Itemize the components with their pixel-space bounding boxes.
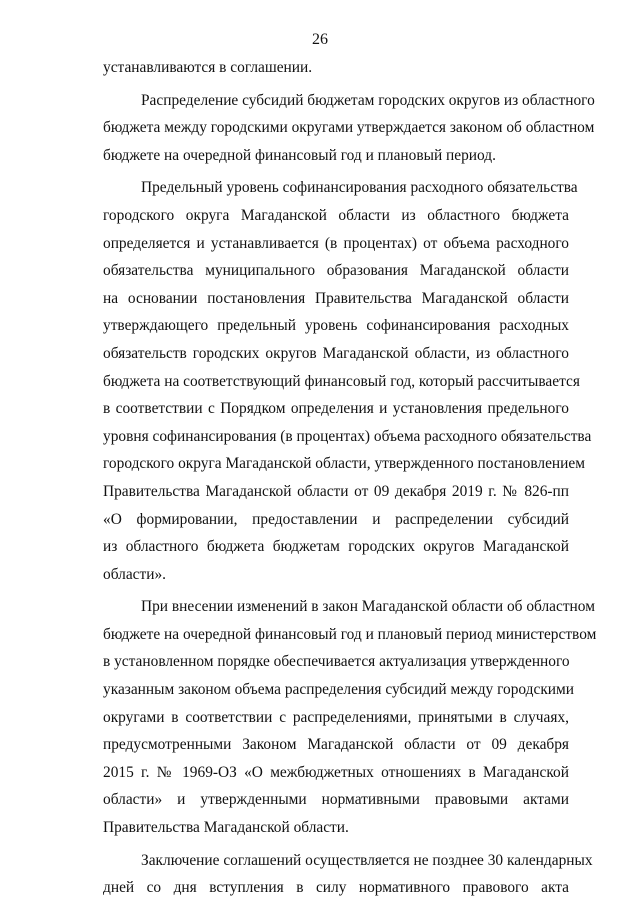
text-line: бюджета между городскими округами утверждается законом об областном (103, 119, 595, 137)
text-line: области». (103, 565, 166, 583)
text-line: бюджете на очередной финансовый год и плановый период министерством (103, 625, 597, 643)
text-line: указанным законом объема распределения субсидий между городскими (103, 681, 575, 699)
text-line: городского округа Магаданской области из областного бюджета (103, 206, 569, 224)
text-line: в соответствии с Порядком определения и установления предельного (103, 400, 569, 418)
paragraph (103, 847, 593, 902)
text-line: бюджета на соответствующий финансовый год, который рассчитывается (103, 372, 580, 390)
text-line: обязательства муниципального образования Магаданской области (103, 262, 569, 280)
text-line: предусмотренными Законом Магаданской области от 09 декабря (103, 736, 569, 754)
text-line: Распределение субсидий бюджетам городских округов из областного (141, 91, 595, 109)
text-line: городского округа Магаданской области, утвержденного постановлением (103, 455, 585, 473)
text-line: 2015 г. № 1969-ОЗ «О межбюджетных отношениях в Магаданской (103, 763, 569, 781)
paragraph (103, 54, 569, 82)
text-line: в установленном порядке обеспечивается актуализация утвержденного (103, 653, 570, 671)
text-line: Предельный уровень софинансирования расходного обязательства (141, 179, 578, 197)
paragraph (103, 87, 595, 170)
text-line: «О формировании, предоставлении и распределении субсидий (103, 510, 569, 528)
text-line: бюджете на очередной финансовый год и плановый период. (103, 146, 496, 164)
text-line: При внесении изменений в закон Магаданской области об областном (141, 598, 595, 616)
paragraph (103, 174, 592, 588)
text-line: из областного бюджета бюджетам городских округов Магаданской (103, 538, 569, 556)
text-line: определяется и устанавливается (в процентах) от объема расходного (103, 234, 569, 252)
text-line: утверждающего предельный уровень софинансирования расходных (103, 317, 569, 335)
text-line: области» и утвержденными нормативными правовыми актами (103, 791, 569, 809)
text-line: Правительства Магаданской области от 09 декабря 2019 г. № 826-пп (103, 482, 569, 500)
text-line: округами в соответствии с распределениями, принятыми в случаях, (103, 708, 569, 726)
text-line: Правительства Магаданской области. (103, 819, 349, 837)
paragraph (103, 593, 597, 841)
text-line: Заключение соглашений осуществляется не позднее 30 календарных (141, 851, 593, 869)
document-body (103, 54, 597, 902)
text-line: обязательств городских округов Магаданской области, из областного (103, 344, 569, 362)
text-line: на основании постановления Правительства Магаданской области (103, 289, 569, 307)
text-line: устанавливаются в соглашении. (103, 59, 313, 76)
text-line: дней со дня вступления в силу нормативного правового акта (103, 879, 569, 897)
page-number: 26 (312, 31, 328, 48)
text-line: уровня софинансирования (в процентах) объема расходного обязательства (103, 427, 592, 445)
